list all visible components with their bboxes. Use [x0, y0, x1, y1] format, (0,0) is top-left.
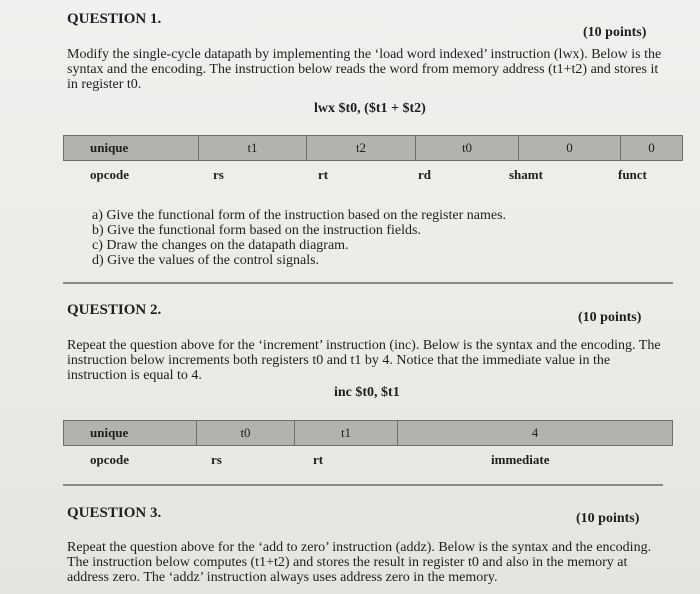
q2-para-line: instruction is equal to 4.	[67, 368, 202, 383]
q1-field-cell: 0	[519, 136, 621, 161]
q1-label: rd	[418, 167, 431, 182]
section-divider	[63, 282, 673, 284]
q1-label: rt	[318, 167, 329, 182]
q1-field-cell: t2	[307, 136, 416, 161]
q1-para-line: in register t0.	[67, 77, 142, 92]
q2-label: opcode	[90, 452, 129, 467]
section-divider	[63, 484, 663, 486]
q2-encoding-fields-row	[64, 421, 673, 446]
q1-points: (10 points)	[583, 25, 647, 40]
q3-para-line: address zero. The ‘addz’ instruction always uses address zero in the memory.	[67, 570, 498, 585]
q1-title: QUESTION 1.	[67, 11, 162, 27]
q1-para-line: syntax and the encoding. The instruction below reads the word from memory address (t1+t2) and stores it	[67, 62, 659, 77]
q3-para-line: The instruction below computes (t1+t2) and stores the result in register t0 and also in the memory at	[67, 555, 628, 570]
q2-encoding-labels	[63, 452, 673, 472]
q1-label: funct	[618, 167, 647, 182]
q1-task-item: b) Give the functional form based on the instruction fields.	[92, 223, 421, 238]
q2-field-cell: t0	[197, 421, 295, 446]
q1-encoding-labels	[63, 167, 683, 187]
q2-label: immediate	[491, 452, 550, 467]
q1-paragraph	[67, 47, 687, 92]
q3-points: (10 points)	[576, 511, 640, 526]
q1-field-cell: t1	[199, 136, 307, 161]
q2-field-cell: unique	[64, 421, 197, 446]
q3-paragraph	[67, 540, 692, 585]
q2-field-cell: t1	[295, 421, 398, 446]
q1-label: shamt	[509, 167, 543, 182]
q1-syntax: lwx $t0, ($t1 + $t2)	[314, 101, 426, 116]
q1-field-cell: unique	[64, 136, 199, 161]
q1-encoding-table	[63, 135, 683, 161]
q2-label: rt	[313, 452, 324, 467]
q2-para-line: Repeat the question above for the ‘increment’ instruction (inc). Below is the syntax and the encoding. The	[67, 338, 661, 353]
q2-syntax: inc $t0, $t1	[334, 385, 400, 400]
q2-field-cell: 4	[398, 421, 673, 446]
q1-task-item: d) Give the values of the control signals.	[92, 253, 320, 268]
q3-title: QUESTION 3.	[67, 505, 162, 521]
q1-para-line: Modify the single-cycle datapath by implementing the ‘load word indexed’ instruction (lwx). Below is the	[67, 47, 662, 62]
q1-task-item: c) Draw the changes on the datapath diagram.	[92, 238, 349, 253]
q2-points: (10 points)	[578, 310, 642, 325]
q3-para-line: Repeat the question above for the ‘add to zero’ instruction (addz). Below is the syntax and the encoding.	[67, 540, 652, 555]
q1-task-list	[92, 208, 506, 268]
q1-label: rs	[213, 167, 224, 182]
q1-field-cell: 0	[621, 136, 683, 161]
q1-task-item: a) Give the functional form of the instruction based on the register names.	[92, 208, 507, 223]
q1-label: opcode	[90, 167, 129, 182]
q1-field-cell: t0	[416, 136, 519, 161]
q2-para-line: instruction below increments both registers t0 and t1 by 4. Notice that the immediate value in the	[67, 353, 611, 368]
q2-encoding-table	[63, 420, 673, 446]
q2-label: rs	[211, 452, 222, 467]
q1-encoding-fields-row	[64, 136, 683, 161]
q2-paragraph	[67, 338, 687, 383]
q2-title: QUESTION 2.	[67, 302, 162, 318]
